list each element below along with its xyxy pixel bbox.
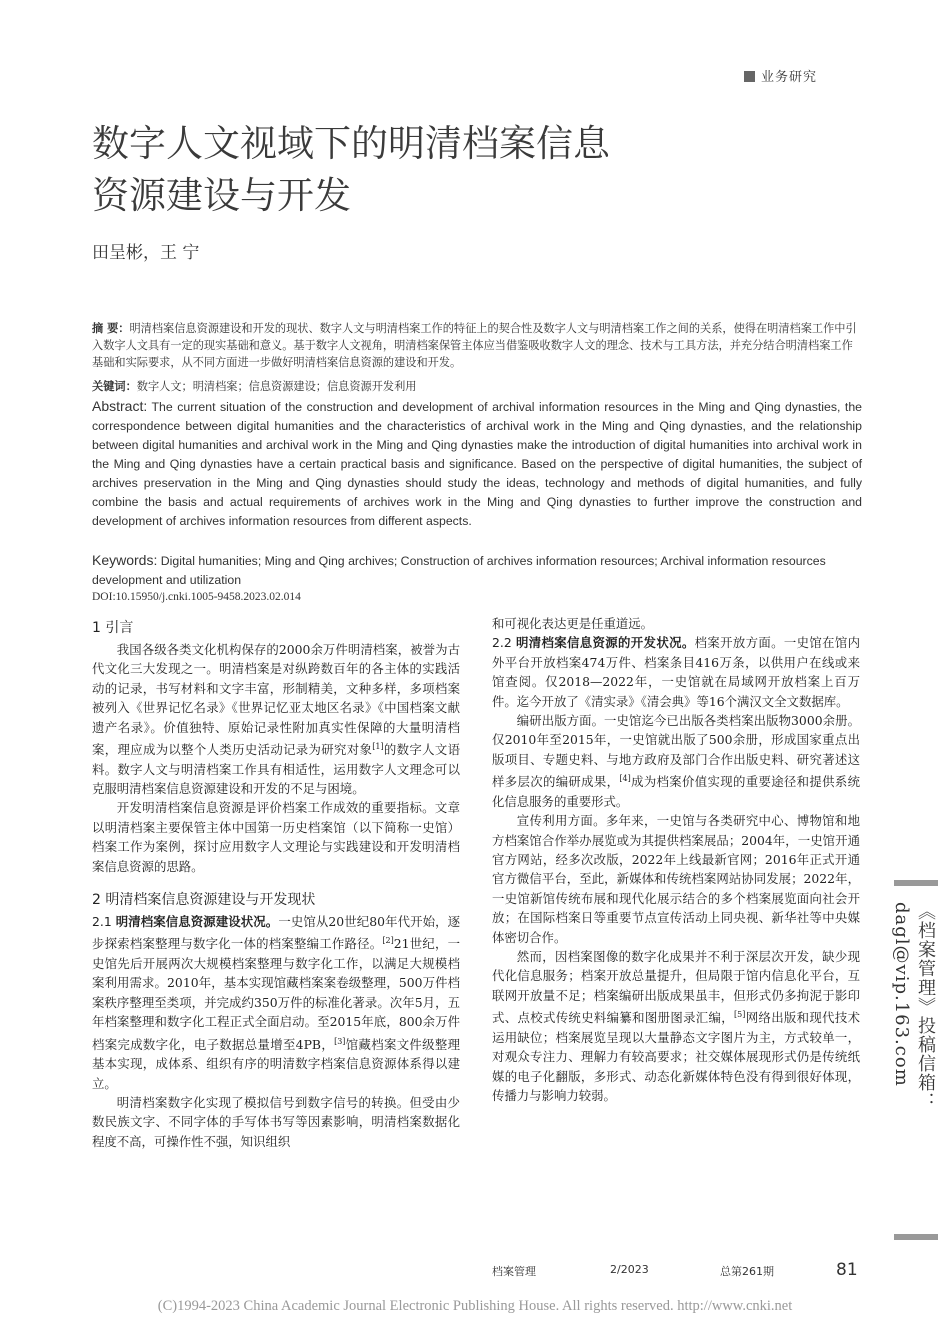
keywords-zh-label: 关键词：: [92, 380, 137, 393]
paragraph: 开发明清档案信息资源是评价档案工作成效的重要指标。文章以明清档案主要保管主体中国第一历史档案馆（以下简称一史馆）档案工作为案例，探讨应用数字人文理论与实践建设和开发明清档案信息资源的思路。: [92, 800, 460, 874]
sidebar-bar-bottom: [894, 1234, 938, 1240]
page-number: 81: [836, 1260, 858, 1280]
paragraph: 我国各级各类文化机构保存的2000余万件明清档案，被誉为古代文化三大发现之一。明清档案是对纵跨数百年的各主体的实践活动的记录，书写材料和文字丰富，形制精美，文种多样，多项档案被列入《世界记忆名录》《世界记忆亚太地区名录》《中国档案文献遗产名录》。价值独特、原始记录性附加真实性保障的大量明清档案，理应成为以整个人类历史活动记录为研究对象[1]的数字人文语料。数字人文与明清档案工作具有相适性，运用数字人文理念可以克服明清档案信息资源建设和开发的不足与困境。: [92, 642, 461, 796]
square-icon: [744, 71, 755, 82]
paragraph: 然而，因档案图像的数字化成果并不利于深层次开发，缺少现代化信息服务；档案开放总量提升，但局限于馆内信息化平台，互联网开放量不足；档案编研出版成果虽丰，但形式仍多拘泥于影印式、点校式传统史料编纂和图册图录汇编，[5]网络出版和现代技术运用缺位；档案展览呈现以大量静态文字图片为主，方式较单一，对观众专注力、理解力有较高要求；社交媒体展现形式仍是传统纸媒的电子化翻版，多形式、动态化新媒体特色没有得到很好体现，传播力与影响力较弱。: [492, 949, 861, 1103]
citation-ref: [2]: [382, 936, 394, 946]
title-line-1: 数字人文视域下的明清档案信息: [92, 122, 610, 165]
paragraph: 编研出版方面。一史馆迄今已出版各类档案出版物3000余册。仅2010年至2015年，一史馆就出版了500余册，形成国家重点出版项目、专题史料、与地方政府及部门合作出版史料、研究著述这样多层次的编研成果，[4]成为档案价值实现的重要途径和提供系统化信息服务的重要形式。: [492, 713, 861, 809]
left-column: 1 引言 我国各级各类文化机构保存的2000余万件明清档案，被誉为古代文化三大发现之一。明清档案是对纵跨数百年的各主体的实践活动的记录，书写材料和文字丰富，形制精美，文种多样，多项档案被列入《世界记忆名录》《世界记忆亚太地区名录》《中国档案文献遗产名录》。价值独特、原始记录性附加真实性保障的大量明清档案，理应成为以整个人类历史活动记录为研究对象[1]的数字人文语料。数字人文与明清档案工作具有相适性，运用数字人文理念可以克服明清档案信息资源建设和开发的不足与困境。 开发明清档案信息资源是评价档案工作成效的重要指标。文章以明清档案主要保管主体中国第一历史档案馆（以下简称一史馆）档案工作为案例，探讨应用数字人文理论与实践建设和开发明清档案信息资源的思路。 2 明清档案信息资源建设与开发现状 2.1 明清档案信息资源建设状况。一史馆从20世纪80年代开始，逐步探索档案整理与数字化一体的档案整编工作路径。[2]21世纪，一史馆先后开展两次大规模档案整理与数字化工作，以满足大规模档案利用需求。2010年，基本实现馆藏档案案卷级整理，500万件档案秩序整理至类项，并完成约350万件的标准化著录。次年5月，五年档案整理和数字化工程正式全面启动。至2015年底，800余万件档案完成数字化，电子数据总量增至4PB，[3]馆藏档案文件级整理基本实现，成体系、组织有序的明清数字档案信息资源体系得以建立。 明清档案数字化实现了模拟信号到数字信号的转换。但受由少数民族文字、不同字体的手写体书写等因素影响，明清档案数据化程度不高，可操作性不强，知识组织: [92, 616, 460, 1151]
submission-sidebar: [888, 880, 944, 1240]
citation-ref: [3]: [334, 1036, 346, 1046]
sidebar-bar-top: [894, 880, 938, 886]
paragraph: 明清档案数字化实现了模拟信号到数字信号的转换。但受由少数民族文字、不同字体的手写体书写等因素影响，明清档案数据化程度不高，可操作性不强，知识组织: [92, 1094, 460, 1149]
abstract-zh: [92, 320, 862, 371]
copyright-line: (C)1994-2023 China Academic Journal Electronic Publishing House. All rights reserved. http://www.cnki.net: [157, 1298, 793, 1314]
keywords-en-text: Digital humanities; Ming and Qing archives; Construction of archives information resources; Archival information resources development and utilization: [92, 554, 826, 587]
citation-ref: [1]: [372, 742, 384, 752]
keywords-en-label: Keywords:: [92, 552, 158, 568]
citation-ref: [4]: [619, 774, 631, 784]
section-tag: [744, 66, 817, 85]
subsection-heading-2-2: 2.2 明清档案信息资源的开发状况。: [492, 635, 695, 651]
abstract-zh-label: 摘 要：: [92, 322, 130, 335]
doi: DOI:10.15950/j.cnki.1005-9458.2023.02.014: [92, 591, 301, 603]
abstract-en-label: Abstract:: [92, 398, 148, 414]
abstract-en-text: The current situation of the construction and development of archival information resources in the Ming and Qing dynasties, the correspondence between digital humanities and the characteristics of archival work in the Ming and Qing dynasties, and the relationship between digital humanities and archival work in the Ming and Qing dynasties make the introduction of digital humanities into archival work in the Ming and Qing dynasties have a certain practical basis and significance. Based on the perspective of digital humanities, the subject of archives preservation in the Ming and Qing dynasties should study the ideas, technology and methods of digital humanities, and fully combine the basis and actual requirements of archives work in the Ming and Qing dynasties to further improve the construction and development of archives information resources from different aspects.: [92, 400, 862, 528]
footer-total: 总第261期: [720, 1265, 774, 1278]
title-line-2: 资源建设与开发: [92, 174, 351, 217]
abstract-en: [92, 397, 862, 531]
right-column: 和可视化表达更是任重道远。 2.2 明清档案信息资源的开发状况。档案开放方面。一史馆在馆内外平台开放档案474万件、档案条目416万条，以供用户在线或来馆查阅。仅2018—2022年，一史馆就在局域网开放档案上百万件。迄今开放了《清实录》《清会典》等16个满汉文全文数据库。 编研出版方面。一史馆迄今已出版各类档案出版物3000余册。仅2010年至2015年，一史馆就出版了500余册，形成国家重点出版项目、专题史料、与地方政府及部门合作出版史料、研究著述这样多层次的编研成果，[4]成为档案价值实现的重要途径和提供系统化信息服务的重要形式。 宣传利用方面。多年来，一史馆与各类研究中心、博物馆和地方档案馆合作举办展览或为其提供档案展品；2004年，一史馆开通官方网站，经多次改版，2022年上线最新官网；2016年正式开通官方微信平台，至此，新媒体和传统档案网站协同发展；2022年，一史馆新馆传统布展和现代化展示结合的多个档案展览面向社会开放；在国际档案日等重要节点宣传活动上同央视、新华社等中央媒体密切合作。 然而，因档案图像的数字化成果并不利于深层次开发，缺少现代化信息服务；档案开放总量提升，但局限于馆内信息化平台，互联网开放量不足；档案编研出版成果虽丰，但形式仍多拘泥于影印式、点校式传统史料编纂和图册图录汇编，[5]网络出版和现代技术运用缺位；档案展览呈现以大量静态文字图片为主，方式较单一，对观众专注力、理解力有较高要求；社交媒体展现形式仍是传统纸媒的电子化翻版，多形式、动态化新媒体特色没有得到很好体现，传播力与影响力较弱。: [492, 614, 860, 1105]
keywords-en: [92, 551, 862, 590]
footer-journal: 档案管理: [492, 1265, 536, 1278]
authors: 田呈彬，王 宁: [92, 243, 200, 263]
citation-ref: [5]: [734, 1010, 746, 1020]
section-heading-2: 2 明清档案信息资源建设与开发现状: [92, 892, 316, 908]
abstract-zh-text: 明清档案信息资源建设和开发的现状、数字人文与明清档案工作的特征上的契合性及数字人文与明清档案工作之间的关系，使得在明清档案工作中引入数字人文具有一定的现实基础和意义。基于数字人文视角，明清档案保管主体应当借鉴吸收数字人文的理念、技术与工具方法，并充分结合明清档案工作基础和实际要求，从不同方面进一步做好明清档案信息资源的建设和开发。: [92, 322, 857, 369]
paragraph: 和可视化表达更是任重道远。: [492, 616, 654, 631]
section-heading-1: 1 引言: [92, 620, 134, 636]
footer-issue: 2/2023: [610, 1263, 649, 1276]
article-title: [92, 118, 792, 222]
paragraph: 宣传利用方面。多年来，一史馆与各类研究中心、博物馆和地方档案馆合作举办展览或为其提供档案展品；2004年，一史馆开通官方网站，经多次改版，2022年上线最新官网；2016年正式开通官方微信平台，至此，新媒体和传统档案网站协同发展；2022年，一史馆新馆传统布展和现代化展示结合的多个档案展览面向社会开放；在国际档案日等重要节点宣传活动上同央视、新华社等中央媒体密切合作。: [492, 813, 860, 945]
keywords-zh-text: 数字人文；明清档案；信息资源建设；信息资源开发利用: [136, 380, 417, 393]
section-tag-label: 业务研究: [761, 70, 818, 85]
keywords-zh: [92, 378, 862, 395]
subsection-heading-2-1: 2.1 明清档案信息资源建设状况。: [92, 914, 279, 929]
sidebar-text: 《档案管理》投稿信箱：dagl@vip.163.com: [891, 902, 936, 1111]
